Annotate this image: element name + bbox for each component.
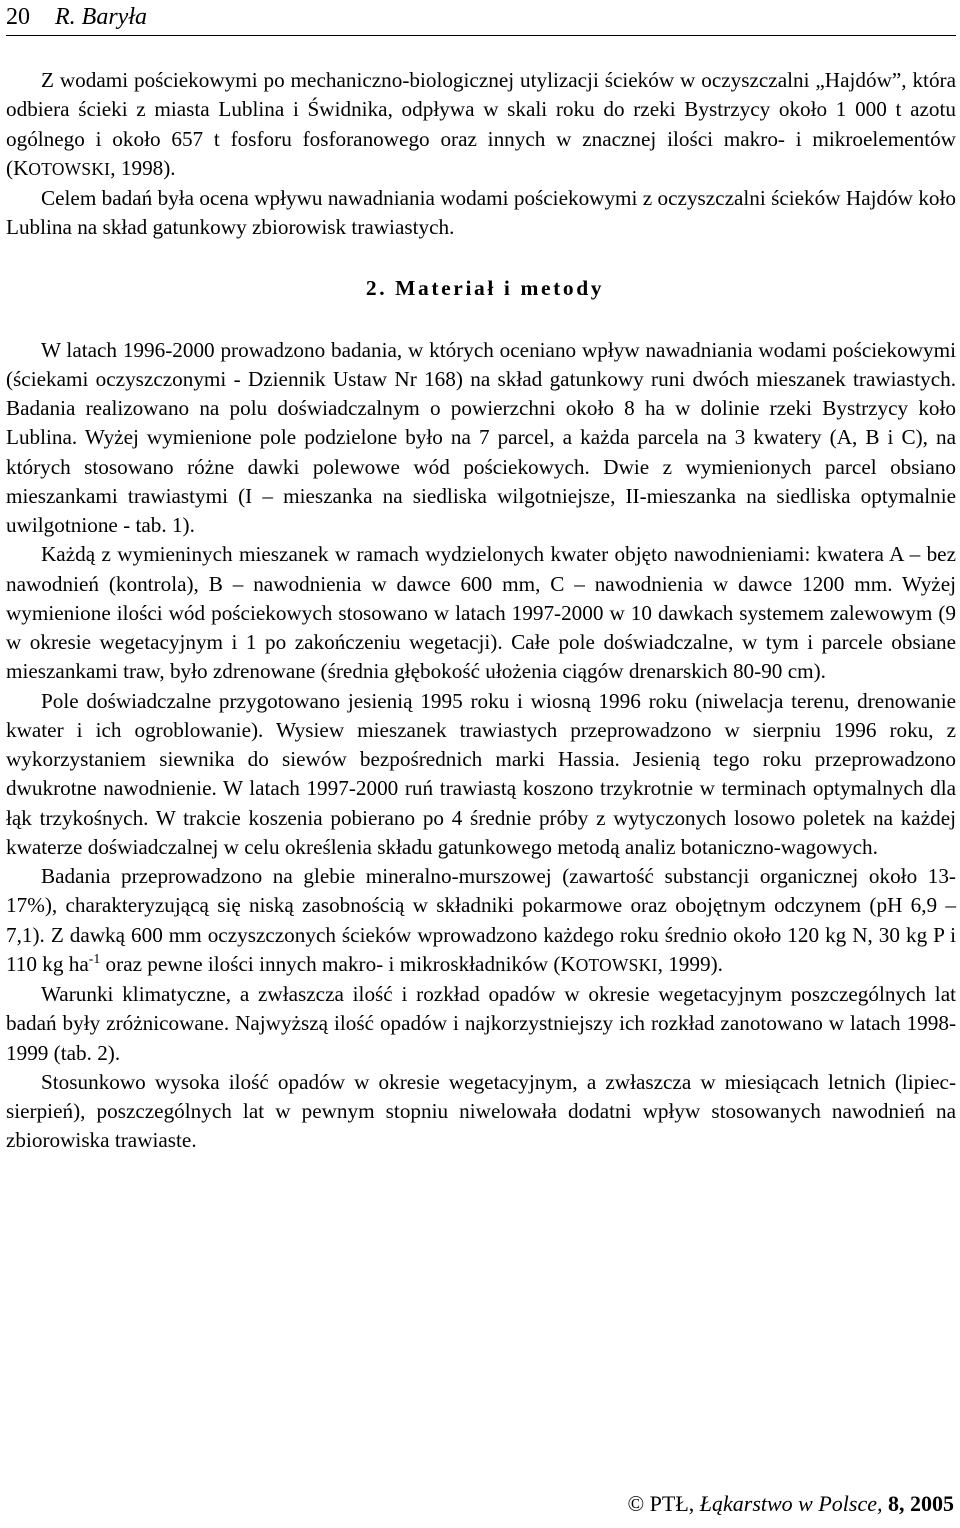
paragraph-intro-1: Z wodami pościekowymi po mechaniczno-biologicznej utylizacji ścieków w oczyszczalni „Hajdów”, która odbiera ścieki z miasta Lublina i Świdnika, odpływa w skali roku do rzeki Bystrzycy około 1 000 t azotu ogólnego i około 657 t fosforu fosforanowego oraz innych w znacznej ilości makro- i mikroelementów (KOTOWSKI, 1998).: [6, 68, 956, 180]
paragraph-methods-3: Pole doświadczalne przygotowano jesienią 1995 roku i wiosną 1996 roku (niwelacja terenu, drenowanie kwater i ich ogroblowanie). Wysiew mieszanek trawiastych przeprowadzono w sierpniu 1996 roku, z wykorzystaniem siewnika do siewów bezpośrednich marki Hassia. Jesienią tego roku przeprowadzono dwukrotne nawodnienie. W latach 1997-2000 ruń trawiastą koszono trzykrotnie w terminach optymalnych dla łąk trzykośnych. W trakcie koszenia pobierano po 4 średnie próby z wytyczonych losowo poletek na każdej kwaterze doświadczalnej w celu określenia składu gatunkowego metodą analiz botaniczno-wagowych.: [6, 688, 956, 859]
paragraph-methods-1: W latach 1996-2000 prowadzono badania, w których oceniano wpływ nawadniania wodami pościekowymi (ściekami oczyszczonymi - Dziennik Ustaw Nr 168) na skład gatunkowy runi dwóch mieszanek trawiastych. Badania realizowano na polu doświadczalnym o powierzchni około 8 ha w dolinie rzeki Bystrzycy koło Lublina. Wyżej wymienione pole podzielone było na 7 parcel, a każda parcela na 3 kwatery (A, B i C), na których stosowano różne dawki polewowe wód pościekowych. Dwie z wymienionych parcel obsiano mieszankami trawiastymi (I – mieszanka na siedliska wilgotniejsze, II-mieszanka na siedliska optymalnie uwilgotnione - tab. 1).: [6, 337, 956, 537]
paragraph-methods-6: Stosunkowo wysoka ilość opadów w okresie wegetacyjnym, a zwłaszcza w miesiącach letnich (lipiec-sierpień), poszczególnych lat w pewnym stopniu niwelowała dodatni wpływ stosowanych nawodnień na zbiorowiska trawiaste.: [6, 1069, 956, 1153]
page-body: [6, 66, 956, 1156]
paragraph-methods-2: Każdą z wymieninych mieszanek w ramach wydzielonych kwater objęto nawodnieniami: kwatera A – bez nawodnień (kontrola), B – nawodnienia w dawce 600 mm, C – nawodnienia w dawce 1200 mm. Wyżej wymienione ilości wód pościekowych stosowano w latach 1997-2000 w 10 dawkach systemem zalewowym (9 w okresie wegetacyjnym i 1 po zakończeniu wegetacji). Całe pole doświadczalne, w tym i parcele obsiane mieszankami traw, było zdrenowane (średnia głębokość ułożenia ciągów drenarskich 80-90 cm).: [6, 542, 956, 684]
footer-journal: Łąkarstwo w Polsce,: [699, 1491, 883, 1516]
running-head-author: R. Baryła: [55, 4, 147, 30]
page-header: [6, 2, 956, 36]
footer-volume: 8, 2005: [882, 1491, 954, 1516]
page-number: 20: [6, 4, 30, 30]
page-footer: [627, 1490, 954, 1518]
footer-copyright: © PTŁ,: [627, 1491, 700, 1516]
paragraph-intro-2: Celem badań była ocena wpływu nawadniania wodami pościekowymi z oczyszczalni ścieków Hajdów koło Lublina na skład gatunkowy zbiorowisk trawiastych.: [6, 186, 956, 240]
paragraph-methods-4: Badania przeprowadzono na glebie mineralno-murszowej (zawartość substancji organicznej około 13-17%), charakteryzującą się niską zasobnością w składniki pokarmowe oraz obojętnym odczynem (pH 6,9 – 7,1). Z dawką 600 mm oczyszczonych ścieków wprowadzono każdego roku średnio około 120 kg N, 30 kg P i 110 kg $ha^{-1}$ oraz pewne ilości innych makro- i mikroskładników (KOTOWSKI, 1999).: [6, 864, 956, 976]
paragraph-methods-5: Warunki klimatyczne, a zwłaszcza ilość i rozkład opadów w okresie wegetacyjnym poszczególnych lat badań były zróżnicowane. Najwyższą ilość opadów i najkorzystniejszy ich rozkład zanotowano w latach 1998-1999 (tab. 2).: [6, 982, 956, 1065]
section-heading: 2. Materiał i metody: [365, 275, 605, 300]
